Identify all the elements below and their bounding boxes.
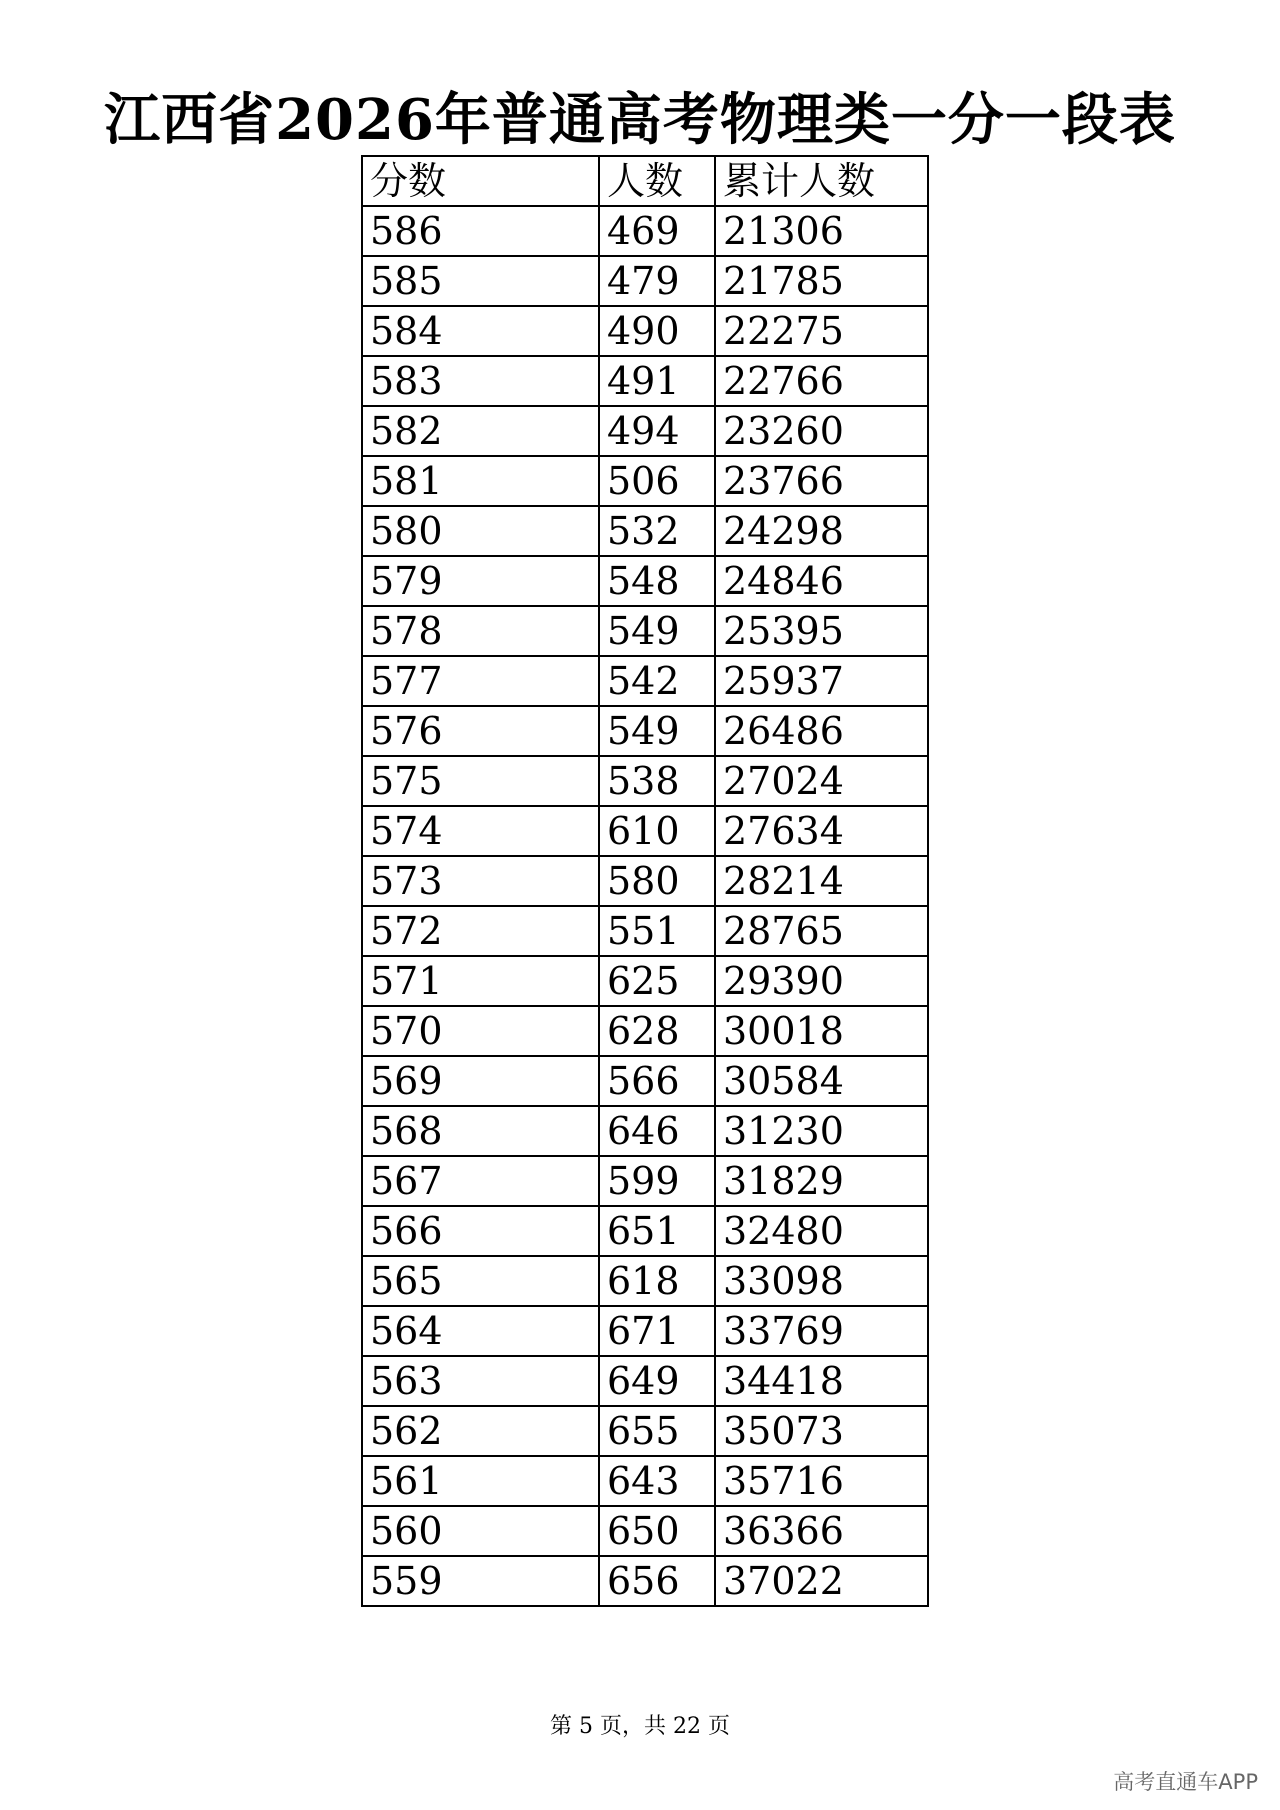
score-cell: 581 (362, 456, 599, 506)
count-cell: 625 (599, 956, 715, 1006)
count-cell: 655 (599, 1406, 715, 1456)
table-row (362, 756, 928, 806)
table-row (362, 456, 928, 506)
table-row (362, 1506, 928, 1556)
count-cell: 628 (599, 1006, 715, 1056)
table-row (362, 1256, 928, 1306)
cumulative-cell: 33769 (715, 1306, 928, 1356)
count-cell: 656 (599, 1556, 715, 1606)
cumulative-cell: 36366 (715, 1506, 928, 1556)
cumulative-cell: 22275 (715, 306, 928, 356)
score-cell: 560 (362, 1506, 599, 1556)
table-row (362, 706, 928, 756)
table-row (362, 556, 928, 606)
cumulative-cell: 25937 (715, 656, 928, 706)
count-cell: 491 (599, 356, 715, 406)
score-cell: 579 (362, 556, 599, 606)
cumulative-cell: 29390 (715, 956, 928, 1006)
count-cell: 506 (599, 456, 715, 506)
cumulative-cell: 27634 (715, 806, 928, 856)
cumulative-cell: 31230 (715, 1106, 928, 1156)
table-row (362, 1206, 928, 1256)
count-cell: 646 (599, 1106, 715, 1156)
table-row (362, 506, 928, 556)
score-cell: 563 (362, 1356, 599, 1406)
score-cell: 582 (362, 406, 599, 456)
table-row (362, 256, 928, 306)
count-cell: 494 (599, 406, 715, 456)
table-body (362, 156, 928, 1606)
table-row (362, 656, 928, 706)
cumulative-cell: 35073 (715, 1406, 928, 1456)
header-cell-count: 人数 (599, 156, 715, 206)
watermark: 高考直通车APP (1113, 1770, 1258, 1794)
cumulative-cell: 21306 (715, 206, 928, 256)
score-cell: 568 (362, 1106, 599, 1156)
table-row (362, 1306, 928, 1356)
page-title: 江西省2026年普通高考物理类一分一段表 (104, 87, 1176, 153)
score-cell: 566 (362, 1206, 599, 1256)
cumulative-cell: 32480 (715, 1206, 928, 1256)
score-cell: 578 (362, 606, 599, 656)
score-cell: 576 (362, 706, 599, 756)
score-cell: 559 (362, 1556, 599, 1606)
score-cell: 561 (362, 1456, 599, 1506)
cumulative-cell: 24846 (715, 556, 928, 606)
table-row (362, 1156, 928, 1206)
header-cell-score: 分数 (362, 156, 599, 206)
count-cell: 566 (599, 1056, 715, 1106)
table-row (362, 1406, 928, 1456)
score-cell: 583 (362, 356, 599, 406)
cumulative-cell: 30584 (715, 1056, 928, 1106)
cumulative-cell: 21785 (715, 256, 928, 306)
count-cell: 580 (599, 856, 715, 906)
count-cell: 549 (599, 606, 715, 656)
table-row (362, 1056, 928, 1106)
cumulative-cell: 28765 (715, 906, 928, 956)
table-row (362, 306, 928, 356)
table-header-row (362, 156, 928, 206)
count-cell: 542 (599, 656, 715, 706)
count-cell: 599 (599, 1156, 715, 1206)
score-cell: 577 (362, 656, 599, 706)
score-cell: 573 (362, 856, 599, 906)
cumulative-cell: 23260 (715, 406, 928, 456)
score-cell: 570 (362, 1006, 599, 1056)
header-cell-cumulative: 累计人数 (715, 156, 928, 206)
table-row (362, 906, 928, 956)
table-row (362, 1556, 928, 1606)
count-cell: 532 (599, 506, 715, 556)
score-table (361, 155, 929, 1607)
count-cell: 618 (599, 1256, 715, 1306)
table-row (362, 1006, 928, 1056)
score-cell: 585 (362, 256, 599, 306)
table-row (362, 606, 928, 656)
page-footer: 第 5 页，共 22 页 (550, 1714, 730, 1739)
table-row (362, 956, 928, 1006)
table-row (362, 1106, 928, 1156)
score-cell: 575 (362, 756, 599, 806)
cumulative-cell: 27024 (715, 756, 928, 806)
score-cell: 574 (362, 806, 599, 856)
cumulative-cell: 25395 (715, 606, 928, 656)
cumulative-cell: 22766 (715, 356, 928, 406)
table-row (362, 206, 928, 256)
count-cell: 610 (599, 806, 715, 856)
table-row (362, 356, 928, 406)
table-row (362, 806, 928, 856)
count-cell: 548 (599, 556, 715, 606)
score-cell: 569 (362, 1056, 599, 1106)
count-cell: 479 (599, 256, 715, 306)
cumulative-cell: 34418 (715, 1356, 928, 1406)
score-cell: 562 (362, 1406, 599, 1456)
table-row (362, 856, 928, 906)
count-cell: 538 (599, 756, 715, 806)
score-cell: 580 (362, 506, 599, 556)
count-cell: 549 (599, 706, 715, 756)
score-cell: 584 (362, 306, 599, 356)
count-cell: 469 (599, 206, 715, 256)
score-cell: 571 (362, 956, 599, 1006)
count-cell: 671 (599, 1306, 715, 1356)
cumulative-cell: 23766 (715, 456, 928, 506)
count-cell: 643 (599, 1456, 715, 1506)
cumulative-cell: 26486 (715, 706, 928, 756)
cumulative-cell: 37022 (715, 1556, 928, 1606)
cumulative-cell: 31829 (715, 1156, 928, 1206)
score-cell: 565 (362, 1256, 599, 1306)
count-cell: 650 (599, 1506, 715, 1556)
cumulative-cell: 33098 (715, 1256, 928, 1306)
count-cell: 551 (599, 906, 715, 956)
table-row (362, 1456, 928, 1506)
score-cell: 567 (362, 1156, 599, 1206)
score-cell: 572 (362, 906, 599, 956)
cumulative-cell: 35716 (715, 1456, 928, 1506)
table-row (362, 406, 928, 456)
cumulative-cell: 30018 (715, 1006, 928, 1056)
count-cell: 649 (599, 1356, 715, 1406)
count-cell: 651 (599, 1206, 715, 1256)
count-cell: 490 (599, 306, 715, 356)
score-cell: 564 (362, 1306, 599, 1356)
table-row (362, 1356, 928, 1406)
cumulative-cell: 28214 (715, 856, 928, 906)
cumulative-cell: 24298 (715, 506, 928, 556)
score-cell: 586 (362, 206, 599, 256)
